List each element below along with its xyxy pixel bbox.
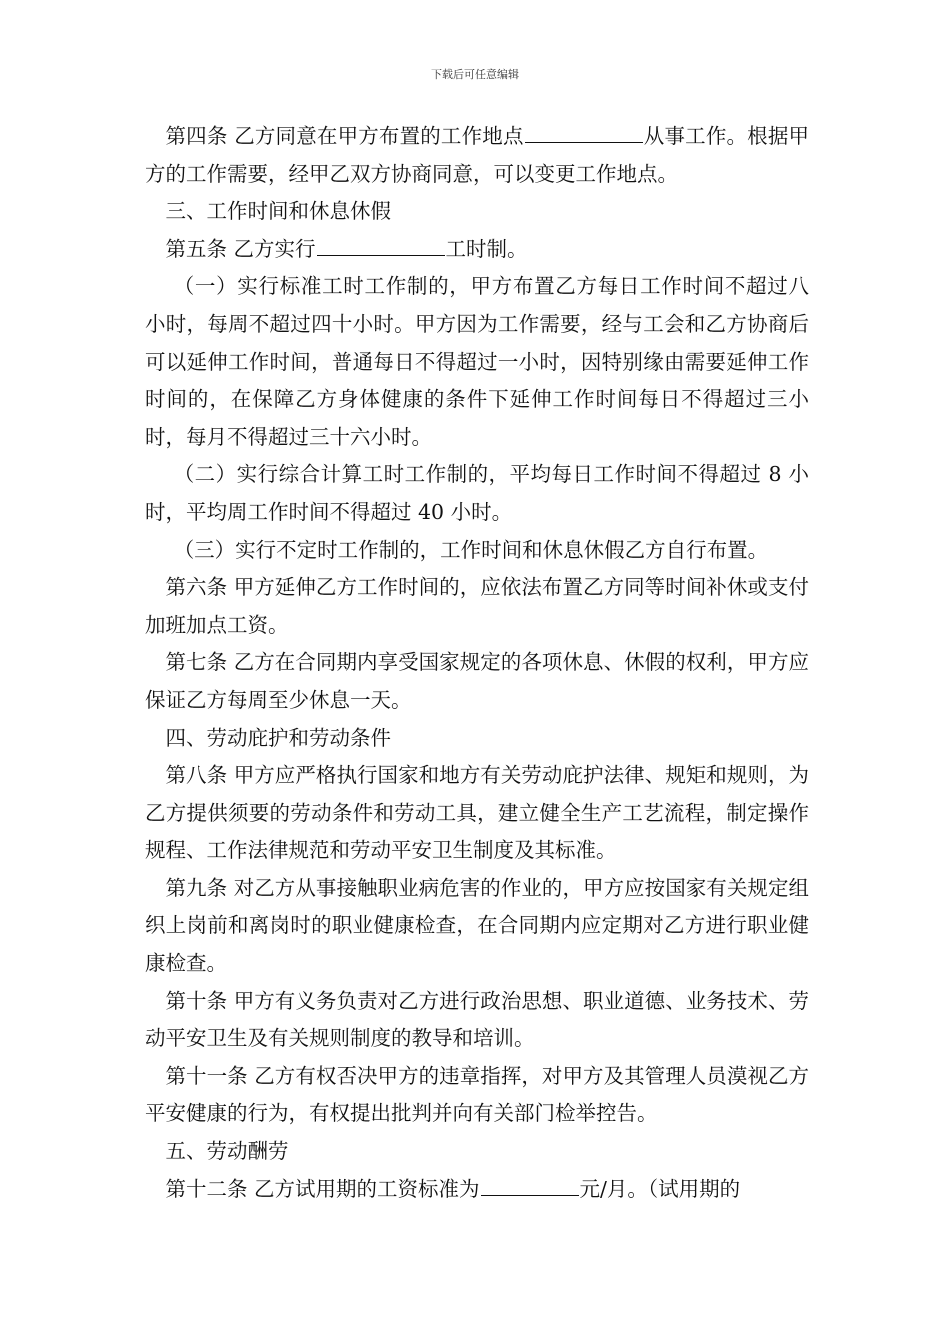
page-header: 下载后可任意编辑 bbox=[431, 68, 519, 81]
section-5-heading: 五、劳动酬劳 bbox=[165, 1139, 289, 1164]
article-4 bbox=[145, 118, 809, 193]
article-6: 第六条 甲方延伸乙方工作时间的，应依法布置乙方同等时间补休或支付加班加点工资。 bbox=[145, 575, 809, 637]
work-location-blank bbox=[525, 118, 643, 143]
article-5-text-start: 第五条 乙方实行 bbox=[165, 236, 316, 261]
article-9: 第九条 对乙方从事接触职业病危害的作业的，甲方应按国家有关规定组织上岗前和离岗时的职业健康检查，在合同期内应定期对乙方进行职业健康检查。 bbox=[145, 875, 809, 976]
article-7: 第七条 乙方在合同期内享受国家规定的各项休息、休假的权利，甲方应保证乙方每周至少休息一天。 bbox=[145, 650, 809, 712]
article-10: 第十条 甲方有义务负责对乙方进行政治思想、职业道德、业务技术、劳动平安卫生及有关规则制度的教导和培训。 bbox=[145, 988, 809, 1051]
article-12-text-end: 元/月。（试用期的 bbox=[579, 1176, 741, 1201]
article-5 bbox=[145, 231, 809, 269]
article-11: 第十一条 乙方有权否决甲方的违章指挥，对甲方及其管理人员漠视乙方平安健康的行为，有权提出批判并向有关部门检举控告。 bbox=[145, 1063, 809, 1126]
probation-wage-blank bbox=[481, 1171, 579, 1196]
item-2: （二）实行综合计算工时工作制的，平均每日工作时间不得超过 8 小时，平均周工作时间不得超过 40 小时。 bbox=[145, 462, 809, 524]
section-4-heading: 四、劳动庇护和劳动条件 bbox=[165, 725, 391, 750]
article-8: 第八条 甲方应严格执行国家和地方有关劳动庇护法律、规矩和规则，为乙方提供须要的劳动条件和劳动工具，建立健全生产工艺流程，制定操作规程、工作法律规范和劳动平安卫生制度及其标准。 bbox=[145, 763, 809, 863]
article-12 bbox=[145, 1171, 809, 1209]
article-12-text-start: 第十二条 乙方试用期的工资标准为 bbox=[165, 1176, 480, 1201]
item-1: （一）实行标准工时工作制的，甲方布置乙方每日工作时间不超过八小时，每周不超过四十小时。甲方因为工作需要，经与工会和乙方协商后可以延伸工作时间，普通每日不得超过一小时，因特别缘由需要延伸工作时间的，在保障乙方身体健康的条件下延伸工作时间每日不得超过三小时，每月不得超过三十六小时。 bbox=[145, 274, 809, 449]
item-3: （三）实行不定时工作制的，工作时间和休息休假乙方自行布置。 bbox=[173, 537, 769, 562]
article-4-text-end: 从事工作。根据甲方的工作需要，经甲乙双方协商同意，可以变更工作地点。 bbox=[145, 124, 810, 186]
article-4-text-start: 第四条 乙方同意在甲方布置的工作地点 bbox=[165, 124, 524, 148]
work-hours-system-blank bbox=[317, 231, 445, 256]
document-body bbox=[145, 118, 809, 1208]
section-3-heading: 三、工作时间和休息休假 bbox=[165, 199, 391, 224]
article-5-text-end: 工时制。 bbox=[445, 236, 528, 261]
